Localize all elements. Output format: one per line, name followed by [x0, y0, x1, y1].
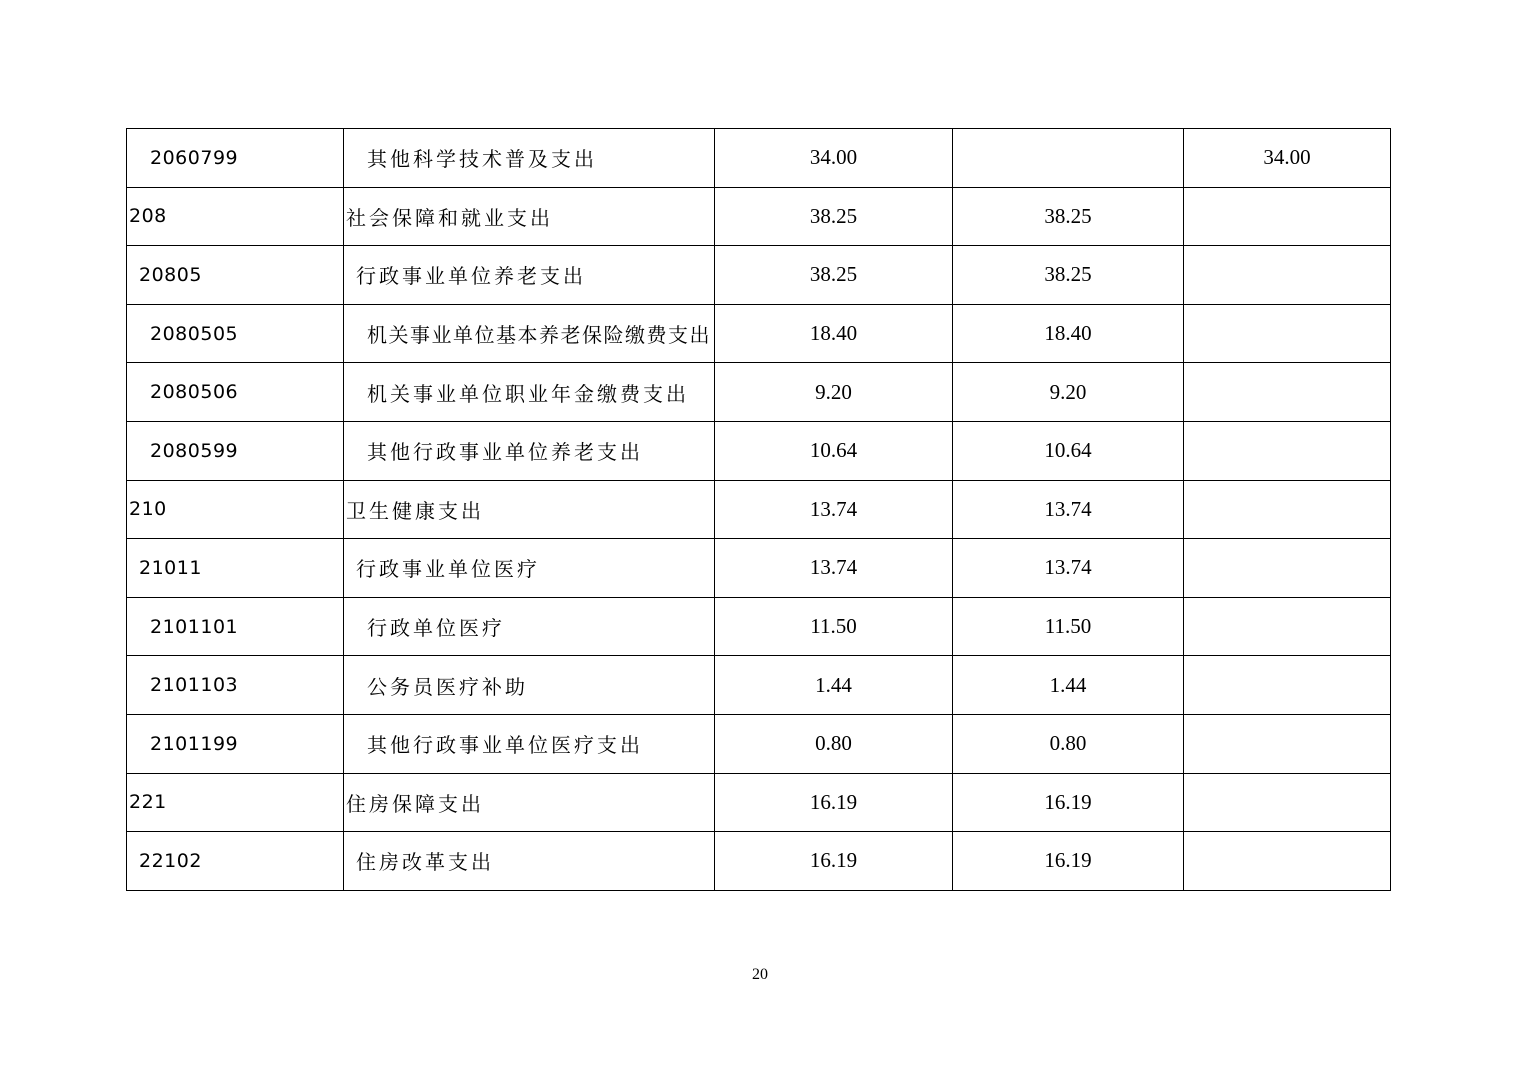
- project-expenditure: [1184, 187, 1391, 246]
- project-expenditure: [1184, 656, 1391, 715]
- subject-code: 20805: [127, 246, 344, 305]
- subject-name: 行政事业单位医疗: [344, 539, 715, 598]
- project-expenditure: [1184, 304, 1391, 363]
- basic-expenditure: 16.19: [953, 832, 1184, 891]
- subject-name: 住房改革支出: [344, 832, 715, 891]
- subject-code: 22102: [127, 832, 344, 891]
- table-row: [127, 187, 1391, 246]
- subject-name: 其他行政事业单位医疗支出: [344, 714, 715, 773]
- basic-expenditure: 38.25: [953, 187, 1184, 246]
- subject-name: 行政事业单位养老支出: [344, 246, 715, 305]
- basic-expenditure: 9.20: [953, 363, 1184, 422]
- subject-name: 卫生健康支出: [344, 480, 715, 539]
- total-amount: 11.50: [715, 597, 953, 656]
- total-amount: 16.19: [715, 832, 953, 891]
- table-row: [127, 597, 1391, 656]
- table-row: [127, 304, 1391, 363]
- total-amount: 34.00: [715, 129, 953, 188]
- total-amount: 9.20: [715, 363, 953, 422]
- basic-expenditure: 0.80: [953, 714, 1184, 773]
- subject-code: 2101101: [127, 597, 344, 656]
- budget-table-container: [126, 128, 1390, 891]
- table-row: [127, 832, 1391, 891]
- total-amount: 0.80: [715, 714, 953, 773]
- project-expenditure: [1184, 832, 1391, 891]
- project-expenditure: [1184, 539, 1391, 598]
- table-row: [127, 129, 1391, 188]
- project-expenditure: [1184, 421, 1391, 480]
- subject-code: 2101103: [127, 656, 344, 715]
- subject-code: 2101199: [127, 714, 344, 773]
- project-expenditure: [1184, 480, 1391, 539]
- total-amount: 18.40: [715, 304, 953, 363]
- basic-expenditure: 13.74: [953, 539, 1184, 598]
- basic-expenditure: 11.50: [953, 597, 1184, 656]
- table-row: [127, 773, 1391, 832]
- total-amount: 16.19: [715, 773, 953, 832]
- table-row: [127, 363, 1391, 422]
- project-expenditure: 34.00: [1184, 129, 1391, 188]
- subject-name: 公务员医疗补助: [344, 656, 715, 715]
- total-amount: 1.44: [715, 656, 953, 715]
- table-row: [127, 539, 1391, 598]
- project-expenditure: [1184, 246, 1391, 305]
- page-number: 20: [752, 966, 768, 983]
- subject-name: 住房保障支出: [344, 773, 715, 832]
- subject-code: 2080505: [127, 304, 344, 363]
- subject-code: 21011: [127, 539, 344, 598]
- table-row: [127, 480, 1391, 539]
- table-row: [127, 246, 1391, 305]
- total-amount: 10.64: [715, 421, 953, 480]
- table-row: [127, 656, 1391, 715]
- basic-expenditure: 16.19: [953, 773, 1184, 832]
- project-expenditure: [1184, 597, 1391, 656]
- table-row: [127, 421, 1391, 480]
- subject-name: 机关事业单位基本养老保险缴费支出: [344, 304, 715, 363]
- subject-code: 210: [127, 480, 344, 539]
- basic-expenditure: 1.44: [953, 656, 1184, 715]
- subject-name: 其他行政事业单位养老支出: [344, 421, 715, 480]
- budget-expenditure-table: [126, 128, 1391, 891]
- basic-expenditure: 13.74: [953, 480, 1184, 539]
- project-expenditure: [1184, 773, 1391, 832]
- subject-code: 2080599: [127, 421, 344, 480]
- total-amount: 38.25: [715, 187, 953, 246]
- subject-code: 208: [127, 187, 344, 246]
- basic-expenditure: [953, 129, 1184, 188]
- subject-code: 221: [127, 773, 344, 832]
- total-amount: 38.25: [715, 246, 953, 305]
- basic-expenditure: 10.64: [953, 421, 1184, 480]
- table-row: [127, 714, 1391, 773]
- subject-code: 2060799: [127, 129, 344, 188]
- total-amount: 13.74: [715, 539, 953, 598]
- subject-name: 机关事业单位职业年金缴费支出: [344, 363, 715, 422]
- basic-expenditure: 38.25: [953, 246, 1184, 305]
- subject-name: 行政单位医疗: [344, 597, 715, 656]
- subject-name: 其他科学技术普及支出: [344, 129, 715, 188]
- subject-name: 社会保障和就业支出: [344, 187, 715, 246]
- subject-code: 2080506: [127, 363, 344, 422]
- total-amount: 13.74: [715, 480, 953, 539]
- project-expenditure: [1184, 714, 1391, 773]
- project-expenditure: [1184, 363, 1391, 422]
- basic-expenditure: 18.40: [953, 304, 1184, 363]
